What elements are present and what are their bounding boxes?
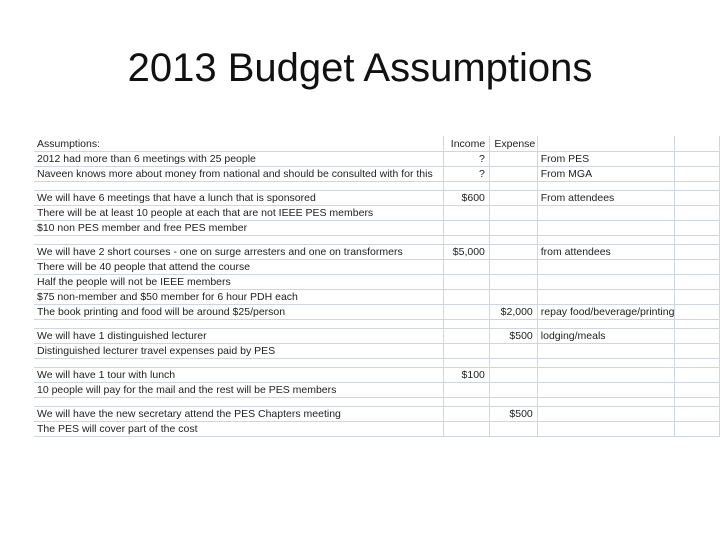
assumption-row <box>34 260 720 275</box>
note-cell <box>537 206 675 221</box>
expense-cell <box>489 344 537 359</box>
empty-cell <box>675 290 720 305</box>
assumption-row <box>34 305 720 320</box>
extra-header <box>675 136 720 152</box>
empty-cell <box>675 167 720 182</box>
assumption-text-cell: Distinguished lecturer travel expenses paid by PES <box>34 344 444 359</box>
empty-cell <box>675 206 720 221</box>
blank-row <box>34 182 720 191</box>
assumption-text-cell <box>34 320 444 329</box>
empty-cell <box>675 152 720 167</box>
income-cell <box>444 344 490 359</box>
income-cell <box>444 422 490 437</box>
income-cell: ? <box>444 152 490 167</box>
assumption-text-cell: The PES will cover part of the cost <box>34 422 444 437</box>
assumption-text-cell: Naveen knows more about money from national and should be consulted with for this <box>34 167 444 182</box>
note-cell <box>537 290 675 305</box>
income-cell <box>444 383 490 398</box>
note-cell <box>537 320 675 329</box>
note-cell: From PES <box>537 152 675 167</box>
income-cell <box>444 407 490 422</box>
assumption-text-cell: We will have the new secretary attend the PES Chapters meeting <box>34 407 444 422</box>
assumption-row <box>34 152 720 167</box>
empty-cell <box>675 275 720 290</box>
note-cell: from attendees <box>537 245 675 260</box>
note-cell <box>537 344 675 359</box>
assumption-text-cell: $75 non-member and $50 member for 6 hour PDH each <box>34 290 444 305</box>
expense-cell <box>489 182 537 191</box>
blank-row <box>34 236 720 245</box>
empty-cell <box>675 221 720 236</box>
empty-cell <box>675 329 720 344</box>
income-cell <box>444 305 490 320</box>
note-cell <box>537 407 675 422</box>
assumption-text-cell <box>34 398 444 407</box>
expense-cell <box>489 290 537 305</box>
budget-assumptions-table <box>34 136 720 437</box>
note-cell <box>537 182 675 191</box>
empty-cell <box>675 407 720 422</box>
income-cell: $100 <box>444 368 490 383</box>
note-cell <box>537 359 675 368</box>
assumption-text-cell: We will have 1 distinguished lecturer <box>34 329 444 344</box>
expense-cell: $500 <box>489 407 537 422</box>
income-cell <box>444 182 490 191</box>
assumption-text-cell: 2012 had more than 6 meetings with 25 people <box>34 152 444 167</box>
income-cell <box>444 260 490 275</box>
note-cell <box>537 260 675 275</box>
assumption-row <box>34 368 720 383</box>
income-cell <box>444 320 490 329</box>
note-header <box>537 136 675 152</box>
blank-row <box>34 359 720 368</box>
expense-cell <box>489 152 537 167</box>
assumption-row <box>34 206 720 221</box>
empty-cell <box>675 344 720 359</box>
assumption-row <box>34 344 720 359</box>
empty-cell <box>675 368 720 383</box>
empty-cell <box>675 305 720 320</box>
assumption-text-cell: We will have 6 meetings that have a lunch that is sponsored <box>34 191 444 206</box>
expense-cell <box>489 422 537 437</box>
expense-cell <box>489 191 537 206</box>
expense-cell <box>489 221 537 236</box>
assumption-row <box>34 275 720 290</box>
assumption-text-cell: We will have 1 tour with lunch <box>34 368 444 383</box>
note-cell: From attendees <box>537 191 675 206</box>
empty-cell <box>675 398 720 407</box>
note-cell <box>537 221 675 236</box>
expense-cell <box>489 245 537 260</box>
expense-cell <box>489 320 537 329</box>
income-cell <box>444 275 490 290</box>
expense-cell <box>489 260 537 275</box>
expense-cell <box>489 398 537 407</box>
assumption-row <box>34 329 720 344</box>
empty-cell <box>675 422 720 437</box>
expense-cell <box>489 368 537 383</box>
assumption-text-cell: The book printing and food will be around $25/person <box>34 305 444 320</box>
blank-row <box>34 398 720 407</box>
note-cell <box>537 383 675 398</box>
slide-title: 2013 Budget Assumptions <box>127 46 593 90</box>
assumption-text-cell: Half the people will not be IEEE members <box>34 275 444 290</box>
note-cell: From MGA <box>537 167 675 182</box>
expense-cell <box>489 383 537 398</box>
note-cell <box>537 275 675 290</box>
assumption-row <box>34 221 720 236</box>
assumption-text-cell: There will be 40 people that attend the course <box>34 260 444 275</box>
expense-cell: $2,000 <box>489 305 537 320</box>
empty-cell <box>675 245 720 260</box>
expense-cell <box>489 275 537 290</box>
note-cell <box>537 398 675 407</box>
assumption-text-cell <box>34 359 444 368</box>
note-cell <box>537 368 675 383</box>
assumption-row <box>34 422 720 437</box>
income-cell <box>444 206 490 221</box>
assumption-row <box>34 407 720 422</box>
expense-cell: $500 <box>489 329 537 344</box>
empty-cell <box>675 383 720 398</box>
income-cell: ? <box>444 167 490 182</box>
assumption-row <box>34 290 720 305</box>
expense-cell <box>489 167 537 182</box>
assumption-text-cell <box>34 182 444 191</box>
income-cell: $600 <box>444 191 490 206</box>
income-cell <box>444 221 490 236</box>
expense-header: Expense <box>489 136 537 152</box>
assumption-text-cell: 10 people will pay for the mail and the rest will be PES members <box>34 383 444 398</box>
empty-cell <box>675 182 720 191</box>
note-cell <box>537 422 675 437</box>
note-cell: lodging/meals <box>537 329 675 344</box>
blank-row <box>34 320 720 329</box>
expense-cell <box>489 359 537 368</box>
assumption-text-cell <box>34 236 444 245</box>
header-row <box>34 136 720 152</box>
expense-cell <box>489 236 537 245</box>
income-header: Income <box>444 136 490 152</box>
empty-cell <box>675 236 720 245</box>
assumption-row <box>34 167 720 182</box>
assumption-text-cell: We will have 2 short courses - one on surge arresters and one on transformers <box>34 245 444 260</box>
assumption-row <box>34 383 720 398</box>
expense-cell <box>489 206 537 221</box>
income-cell: $5,000 <box>444 245 490 260</box>
assumption-text-cell: $10 non PES member and free PES member <box>34 221 444 236</box>
empty-cell <box>675 260 720 275</box>
income-cell <box>444 290 490 305</box>
assumption-text-cell: There will be at least 10 people at each that are not IEEE PES members <box>34 206 444 221</box>
income-cell <box>444 236 490 245</box>
empty-cell <box>675 359 720 368</box>
assumption-row <box>34 191 720 206</box>
note-cell: repay food/beverage/printing <box>537 305 675 320</box>
assumptions-header: Assumptions: <box>34 136 444 152</box>
empty-cell <box>675 320 720 329</box>
income-cell <box>444 398 490 407</box>
empty-cell <box>675 191 720 206</box>
income-cell <box>444 359 490 368</box>
note-cell <box>537 236 675 245</box>
assumption-row <box>34 245 720 260</box>
income-cell <box>444 329 490 344</box>
